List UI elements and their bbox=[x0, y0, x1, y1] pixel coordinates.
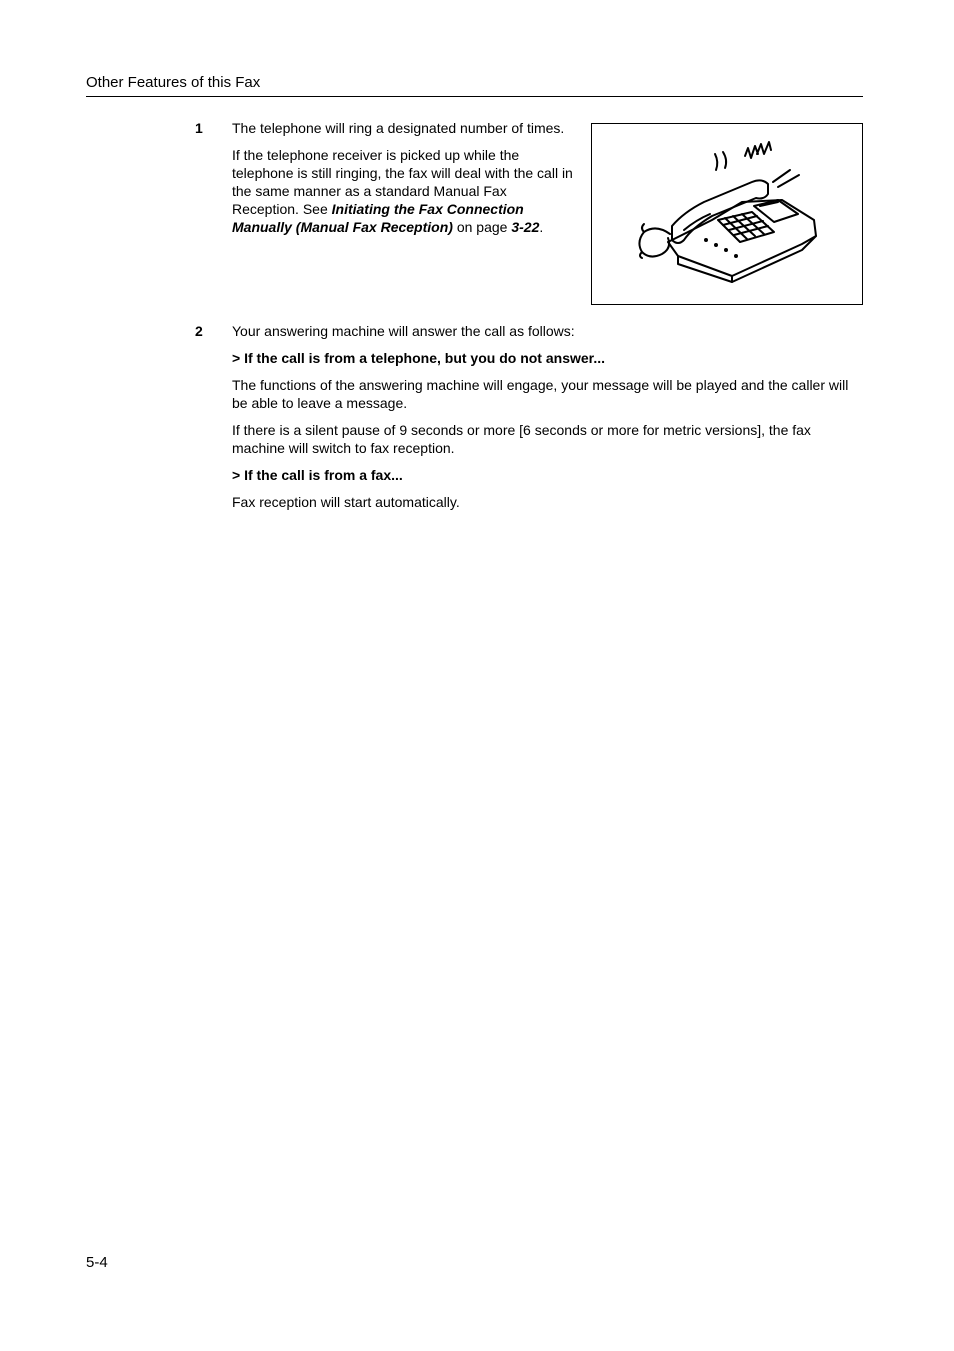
silent-pause-paragraph bbox=[232, 421, 872, 457]
step-1-para-line-1: If the telephone receiver is picked up while the bbox=[232, 147, 520, 163]
cross-reference-link-part-2[interactable]: Manually (Manual Fax Reception) bbox=[232, 219, 453, 235]
step-1-para-line-3: the same manner as a standard Manual Fax bbox=[232, 183, 507, 199]
answering-machine-paragraph bbox=[232, 376, 872, 412]
step-1-text: The telephone will ring a designated number of times. bbox=[232, 120, 565, 136]
on-page-text: on page bbox=[452, 219, 512, 235]
fax-call-heading: > If the call is from a fax... bbox=[232, 467, 403, 483]
step-1-para-line-2: telephone is still ringing, the fax will deal with the call in bbox=[232, 165, 573, 181]
ringing-telephone-icon bbox=[592, 124, 862, 304]
page-header bbox=[86, 72, 863, 97]
step-1-para-line-5 bbox=[232, 218, 582, 236]
telephone-call-heading: > If the call is from a telephone, but you do not answer... bbox=[232, 350, 606, 366]
header-title: Other Features of this Fax bbox=[86, 74, 261, 91]
fax-reception-paragraph: Fax reception will start automatically. bbox=[232, 494, 460, 510]
telephone-figure bbox=[591, 123, 863, 305]
page-number: 5-4 bbox=[86, 1254, 108, 1271]
answering-machine-line-1: The functions of the answering machine will engage, your message will be played and the caller will bbox=[232, 377, 849, 393]
silent-pause-line-1: If there is a silent pause of 9 seconds or more [6 seconds or more for metric versions], the fax bbox=[232, 422, 811, 438]
step-1-number: 1 bbox=[195, 120, 203, 136]
step-1-para-line-4 bbox=[232, 200, 582, 218]
step-1-paragraph bbox=[232, 146, 582, 236]
silent-pause-line-2: machine will switch to fax reception. bbox=[232, 440, 455, 456]
page-reference[interactable]: 3-22 bbox=[511, 219, 540, 235]
step-2-text: Your answering machine will answer the call as follows: bbox=[232, 323, 575, 339]
step-1-see-text: Reception. See bbox=[232, 201, 332, 217]
end-punctuation: . bbox=[539, 219, 544, 235]
step-2-number: 2 bbox=[195, 323, 203, 339]
answering-machine-line-2: be able to leave a message. bbox=[232, 395, 408, 411]
cross-reference-link-part-1[interactable]: Initiating the Fax Connection bbox=[331, 201, 524, 217]
